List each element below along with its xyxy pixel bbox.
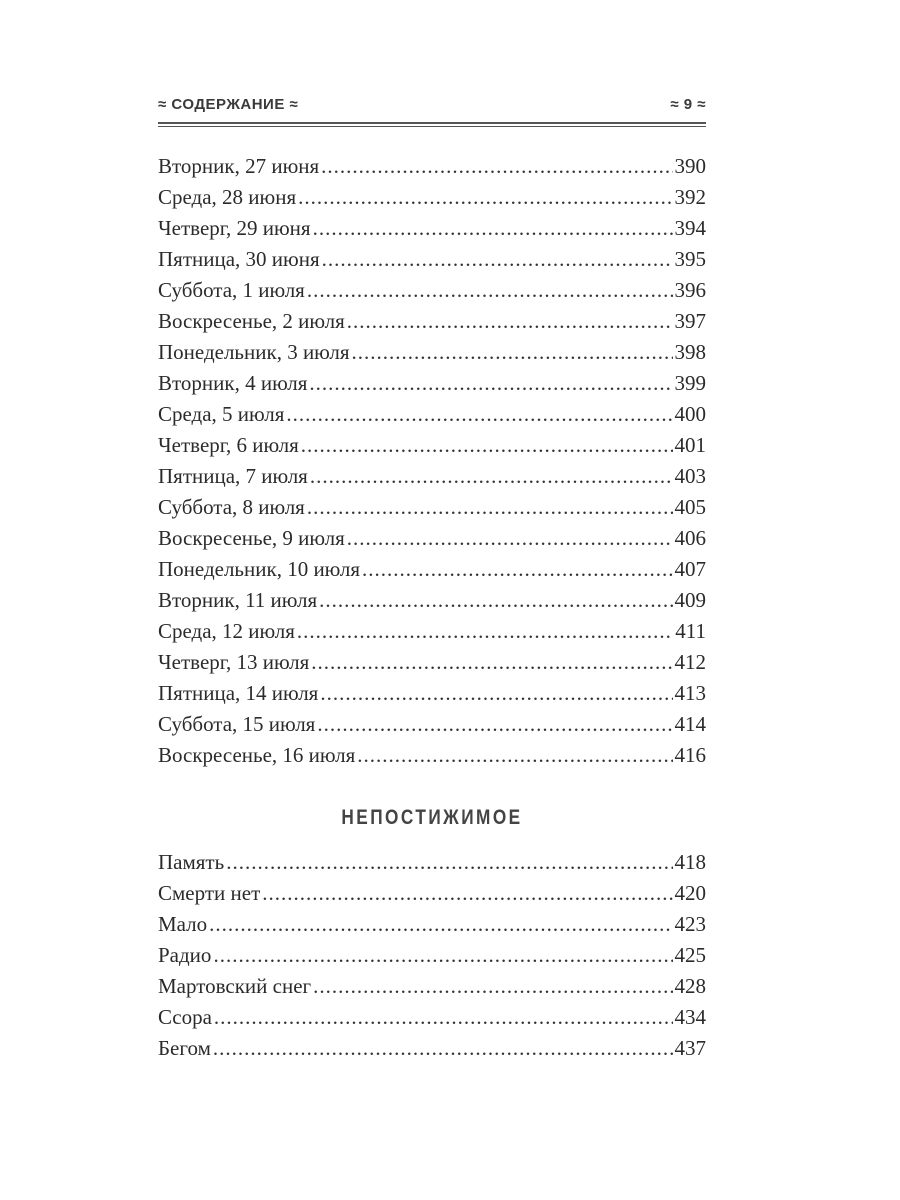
- running-head: [158, 94, 706, 118]
- toc-entry-page: 418: [674, 850, 706, 874]
- toc-entry-page: 394: [674, 216, 706, 240]
- toc-list-part-2: [158, 847, 706, 1064]
- toc-entry-title: Смерти нет: [158, 881, 261, 905]
- toc-entry-page: 425: [674, 943, 706, 967]
- toc-entry[interactable]: [158, 678, 706, 709]
- toc-entry-page: 405: [674, 495, 706, 519]
- dot-leader: [319, 585, 672, 616]
- toc-entry-title: Вторник, 11 июля: [158, 588, 318, 612]
- toc-entry-page: 413: [674, 681, 706, 705]
- toc-entry-page: 400: [674, 402, 706, 426]
- toc-entry-page: 437: [674, 1036, 706, 1060]
- dot-leader: [317, 709, 672, 740]
- dot-leader: [262, 878, 672, 909]
- toc-entry-page: 414: [674, 712, 706, 736]
- toc-entry[interactable]: [158, 182, 706, 213]
- toc-entry-title: Пятница, 7 июля: [158, 464, 308, 488]
- toc-entry-title: Мартовский снег: [158, 974, 312, 998]
- header-rule-top: [158, 122, 706, 124]
- running-head-page-number: ≈ 9 ≈: [670, 96, 706, 113]
- toc-entry-title: Пятница, 14 июля: [158, 681, 319, 705]
- toc-entry-page: 390: [674, 154, 706, 178]
- toc-entry[interactable]: [158, 709, 706, 740]
- toc-entry-title: Суббота, 8 июля: [158, 495, 305, 519]
- toc-entry-title: Вторник, 4 июля: [158, 371, 308, 395]
- toc-entry-page: 401: [674, 433, 706, 457]
- toc-entry-page: 395: [674, 247, 706, 271]
- toc-entry-title: Четверг, 13 июля: [158, 650, 310, 674]
- toc-entry-title: Вторник, 27 июня: [158, 154, 320, 178]
- toc-entry-page: 399: [674, 371, 706, 395]
- toc-entry-page: 412: [674, 650, 706, 674]
- toc-entry-title: Четверг, 6 июля: [158, 433, 299, 457]
- dot-leader: [347, 523, 673, 554]
- dot-leader: [357, 740, 672, 771]
- toc-entry-page: 403: [674, 464, 706, 488]
- toc-entry-page: 411: [675, 619, 706, 643]
- toc-entry[interactable]: [158, 306, 706, 337]
- toc-entry[interactable]: [158, 275, 706, 306]
- dot-leader: [322, 244, 673, 275]
- toc-entry[interactable]: [158, 647, 706, 678]
- toc-entry-page: 398: [674, 340, 706, 364]
- toc-entry-title: Суббота, 1 июля: [158, 278, 305, 302]
- toc-entry[interactable]: [158, 244, 706, 275]
- dot-leader: [351, 337, 672, 368]
- toc-entry-title: Бегом: [158, 1036, 211, 1060]
- toc-entry[interactable]: [158, 616, 706, 647]
- toc-entry-page: 396: [674, 278, 706, 302]
- toc-entry-title: Радио: [158, 943, 212, 967]
- toc-entry-title: Четверг, 29 июня: [158, 216, 311, 240]
- toc-entry-page: 397: [674, 309, 706, 333]
- dot-leader: [214, 1002, 673, 1033]
- dot-leader: [226, 847, 672, 878]
- dot-leader: [321, 151, 672, 182]
- toc-list-part-1: [158, 151, 706, 771]
- toc-entry-title: Ссора: [158, 1005, 212, 1029]
- toc-entry-page: 407: [674, 557, 706, 581]
- toc-entry-title: Среда, 28 июня: [158, 185, 297, 209]
- toc-entry[interactable]: [158, 554, 706, 585]
- toc-entry-title: Среда, 5 июля: [158, 402, 285, 426]
- dot-leader: [213, 1033, 673, 1064]
- toc-entry[interactable]: [158, 847, 706, 878]
- toc-entry[interactable]: [158, 971, 706, 1002]
- toc-entry[interactable]: [158, 878, 706, 909]
- toc-entry[interactable]: [158, 461, 706, 492]
- toc-entry[interactable]: [158, 940, 706, 971]
- toc-entry-title: Суббота, 15 июля: [158, 712, 316, 736]
- toc-entry[interactable]: [158, 1002, 706, 1033]
- dot-leader: [310, 461, 673, 492]
- dot-leader: [362, 554, 673, 585]
- header-rule-bottom: [158, 126, 706, 127]
- toc-entry[interactable]: [158, 909, 706, 940]
- toc-entry-page: 423: [674, 912, 706, 936]
- toc-entry-title: Понедельник, 3 июля: [158, 340, 350, 364]
- toc-entry[interactable]: [158, 337, 706, 368]
- dot-leader: [297, 616, 673, 647]
- toc-entry-page: 416: [674, 743, 706, 767]
- toc-entry[interactable]: [158, 399, 706, 430]
- toc-entry-title: Мало: [158, 912, 208, 936]
- toc-entry-title: Воскресенье, 16 июля: [158, 743, 356, 767]
- toc-entry-page: 392: [674, 185, 706, 209]
- dot-leader: [320, 678, 672, 709]
- dot-leader: [298, 182, 672, 213]
- toc-entry[interactable]: [158, 523, 706, 554]
- toc-entry-page: 420: [674, 881, 706, 905]
- toc-entry-page: 434: [674, 1005, 706, 1029]
- toc-entry[interactable]: [158, 430, 706, 461]
- toc-entry-page: 409: [674, 588, 706, 612]
- toc-entry[interactable]: [158, 368, 706, 399]
- toc-entry-page: 406: [674, 526, 706, 550]
- toc-entry[interactable]: [158, 492, 706, 523]
- toc-entry[interactable]: [158, 740, 706, 771]
- toc-entry-title: Пятница, 30 июня: [158, 247, 320, 271]
- toc-entry-title: Воскресенье, 2 июля: [158, 309, 345, 333]
- dot-leader: [313, 213, 673, 244]
- toc-entry[interactable]: [158, 1033, 706, 1064]
- dot-leader: [307, 492, 673, 523]
- toc-entry[interactable]: [158, 213, 706, 244]
- dot-leader: [301, 430, 673, 461]
- dot-leader: [213, 940, 672, 971]
- dot-leader: [347, 306, 673, 337]
- toc-entry-title: Среда, 12 июля: [158, 619, 295, 643]
- toc-entry[interactable]: [158, 151, 706, 182]
- toc-entry[interactable]: [158, 585, 706, 616]
- dot-leader: [286, 399, 672, 430]
- dot-leader: [311, 647, 672, 678]
- dot-leader: [313, 971, 672, 1002]
- toc-entry-title: Воскресенье, 9 июля: [158, 526, 345, 550]
- dot-leader: [307, 275, 673, 306]
- section-heading: НЕПОСТИЖИМОЕ: [341, 806, 523, 829]
- toc-entry-title: Понедельник, 10 июля: [158, 557, 360, 581]
- dot-leader: [209, 909, 672, 940]
- dot-leader: [309, 368, 672, 399]
- toc-entry-title: Память: [158, 850, 225, 874]
- running-head-title: ≈ СОДЕРЖАНИЕ ≈: [158, 96, 299, 113]
- toc-entry-page: 428: [674, 974, 706, 998]
